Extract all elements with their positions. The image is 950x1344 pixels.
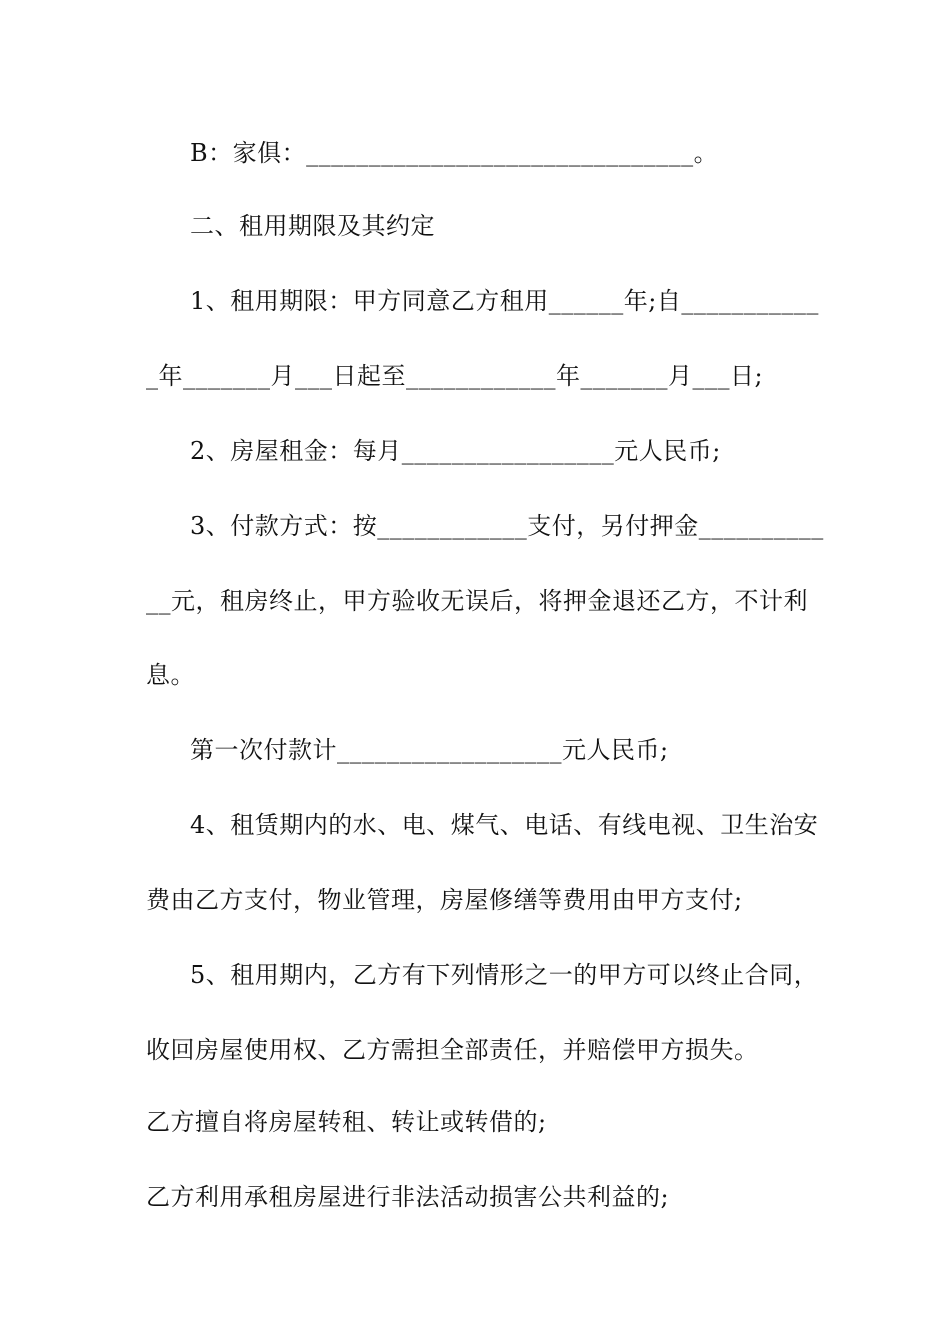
- text-line-first-payment: 第一次付款计__________________元人民币;: [190, 736, 669, 764]
- text-line-payment-method: 3、付款方式：按____________支付，另付押金__________: [190, 512, 824, 540]
- text-line-lease-term: 1、租用期限：甲方同意乙方租用______年;自___________: [190, 287, 819, 315]
- text-line-utilities: 4、租赁期内的水、电、煤气、电话、有线电视、卫生治安: [190, 811, 819, 839]
- text-line-furniture: B：家俱：_______________________________。: [190, 139, 719, 167]
- text-line-sublet: 乙方擅自将房屋转租、转让或转借的;: [146, 1108, 547, 1136]
- text-line-deposit: __元，租房终止，甲方验收无误后，将押金退还乙方，不计利: [146, 587, 808, 615]
- text-line-illegal-activity: 乙方利用承租房屋进行非法活动损害公共利益的;: [146, 1183, 670, 1211]
- text-line-termination: 5、租用期内，乙方有下列情形之一的甲方可以终止合同，: [190, 961, 819, 989]
- text-line-rent: 2、房屋租金：每月_________________元人民币;: [190, 437, 721, 465]
- text-line-lease-dates: _年_______月___日起至____________年_______月___日;: [146, 362, 764, 390]
- text-line-responsibility: 收回房屋使用权、乙方需担全部责任，并赔偿甲方损失。: [146, 1036, 759, 1064]
- text-line-section-heading: 二、租用期限及其约定: [190, 212, 435, 240]
- text-line-interest: 息。: [146, 661, 195, 689]
- text-line-fees: 费由乙方支付，物业管理，房屋修缮等费用由甲方支付;: [146, 886, 743, 914]
